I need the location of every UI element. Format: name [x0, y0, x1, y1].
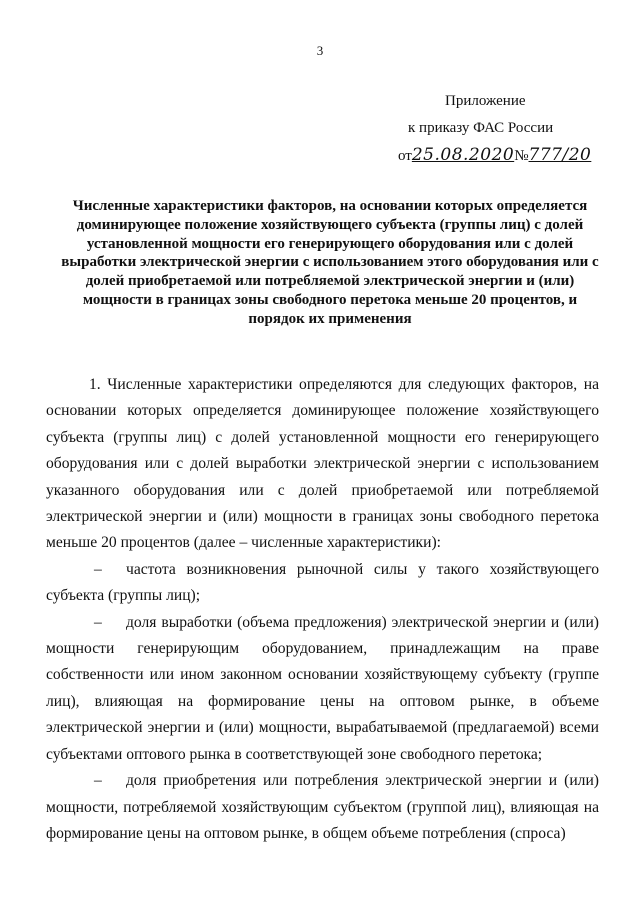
list-item-1 [46, 557, 599, 610]
appendix-title: Приложение [445, 93, 526, 109]
appendix-block [390, 88, 600, 170]
list-item-text: частота возникновения рыночной силы у такого хозяйствующего субъекта (группы лиц); [46, 560, 599, 605]
handwritten-date: 25.08.2020 [411, 145, 515, 165]
document-title: Численные характеристики факторов, на основании которых определяется доминирующее положение хозяйствующего субъекта (группы лиц) с долей установленной мощности его генерирующего оборудования или с долей выработки электрической энергии с использованием этого оборудования или с долей приобретаемой или потребляемой электрической энергии и (или) мощности в границах зоны свободного перетока меньше 20 процентов, и порядок их применения [61, 198, 599, 327]
handwritten-number: 777/20 [528, 145, 592, 165]
dash-marker: – [94, 560, 102, 578]
dash-marker: – [94, 613, 102, 631]
appendix-order-reference: к приказу ФАС России [408, 120, 554, 136]
date-prefix: от [398, 148, 412, 164]
paragraph-1: 1. Численные характеристики определяются для следующих факторов, на основании которых определяется доминирующее положение хозяйствующего субъекта (группы лиц) с долей установленной мощности его генерирующего оборудования или с долей выработки электрической энергии с использованием указанного оборудования или с долей приобретаемой или потребляемой электрической энергии и (или) мощности в границах зоны свободного перетока меньше 20 процентов (далее – численные характеристики): [46, 376, 599, 552]
document-body [46, 372, 599, 847]
list-item-text: доля приобретения или потребления электрической энергии и (или) мощности, потребляемой хозяйствующим субъектом (группой лиц), влияющая на формирование цены на оптовом рынке, в общем объеме потребления (спроса) [46, 772, 599, 842]
appendix-date-number [390, 142, 600, 170]
number-prefix: № [514, 148, 529, 164]
list-item-text: доля выработки (объема предложения) электрической энергии и (или) мощности генерирующим оборудованием, принадлежащим на праве собственности или ином законном основании хозяйствующему субъекту (группе лиц), влияющая на формирование цены на оптовом рынке, в объеме электрической энергии и (или) мощности, вырабатываемой (предлагаемой) всеми субъектами оптового рынка в соответствующей зоне свободного перетока; [46, 613, 599, 763]
dash-marker: – [94, 772, 102, 790]
page-number: 3 [316, 43, 324, 58]
list-item-2 [46, 610, 599, 768]
list-item-3 [46, 768, 599, 847]
